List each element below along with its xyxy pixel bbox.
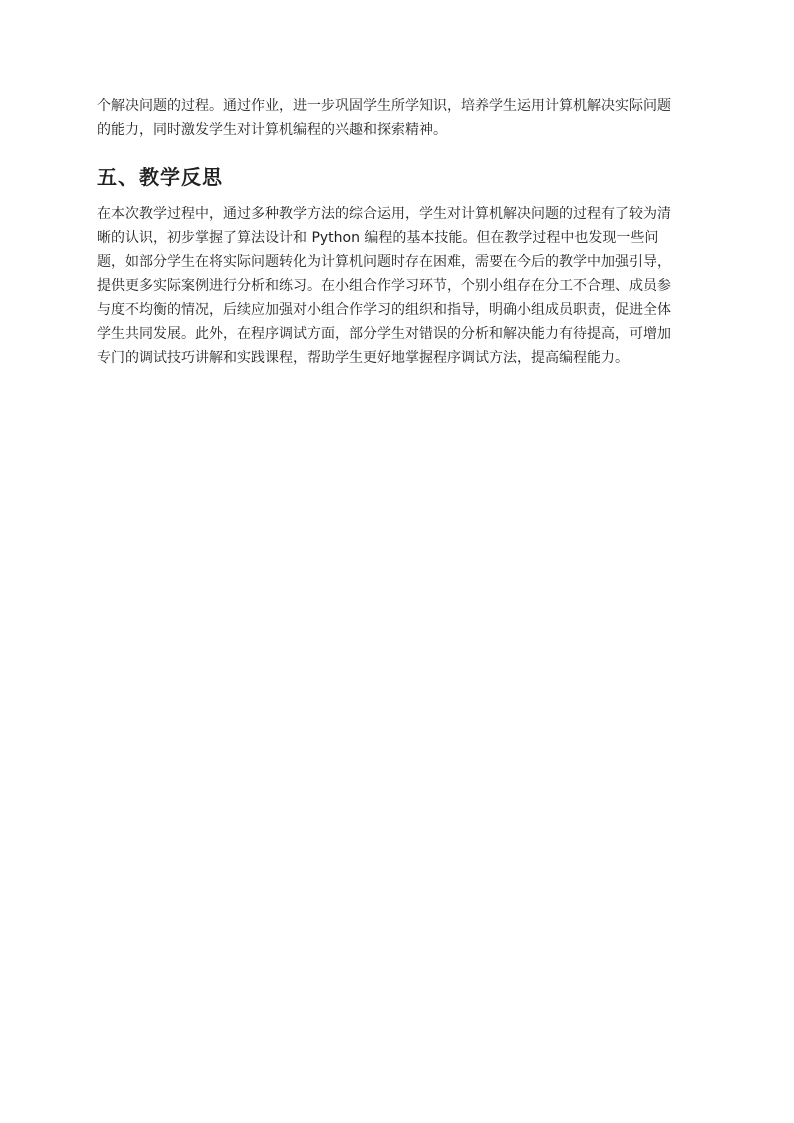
reflection-line: 与度不均衡的情况，后续应加强对小组合作学习的组织和指导，明确小组成员职责，促进全体 — [97, 302, 671, 318]
reflection-line: 在本次教学过程中，通过多种教学方法的综合运用，学生对计算机解决问题的过程有了较为清 — [97, 206, 671, 222]
section-heading: 五、教学反思 — [97, 165, 223, 189]
reflection-line: 提供更多实际案例进行分析和练习。在小组合作学习环节，个别小组存在分工不合理、成员参 — [97, 278, 671, 294]
reflection-line: 学生共同发展。此外，在程序调试方面，部分学生对错误的分析和解决能力有待提高，可增加 — [97, 326, 671, 342]
reflection-paragraph — [97, 202, 701, 370]
intro-paragraph — [97, 94, 701, 142]
reflection-line: 题，如部分学生在将实际问题转化为计算机问题时存在困难，需要在今后的教学中加强引导， — [97, 254, 671, 270]
document-page — [97, 94, 701, 370]
intro-line: 的能力，同时激发学生对计算机编程的兴趣和探索精神。 — [97, 122, 447, 138]
reflection-line: 专门的调试技巧讲解和实践课程，帮助学生更好地掌握程序调试方法，提高编程能力。 — [97, 350, 629, 366]
intro-line: 个解决问题的过程。通过作业，进一步巩固学生所学知识，培养学生运用计算机解决实际问题 — [97, 98, 671, 114]
reflection-line: 晰的认识，初步掌握了算法设计和 Python 编程的基本技能。但在教学过程中也发现一些问 — [97, 230, 659, 246]
